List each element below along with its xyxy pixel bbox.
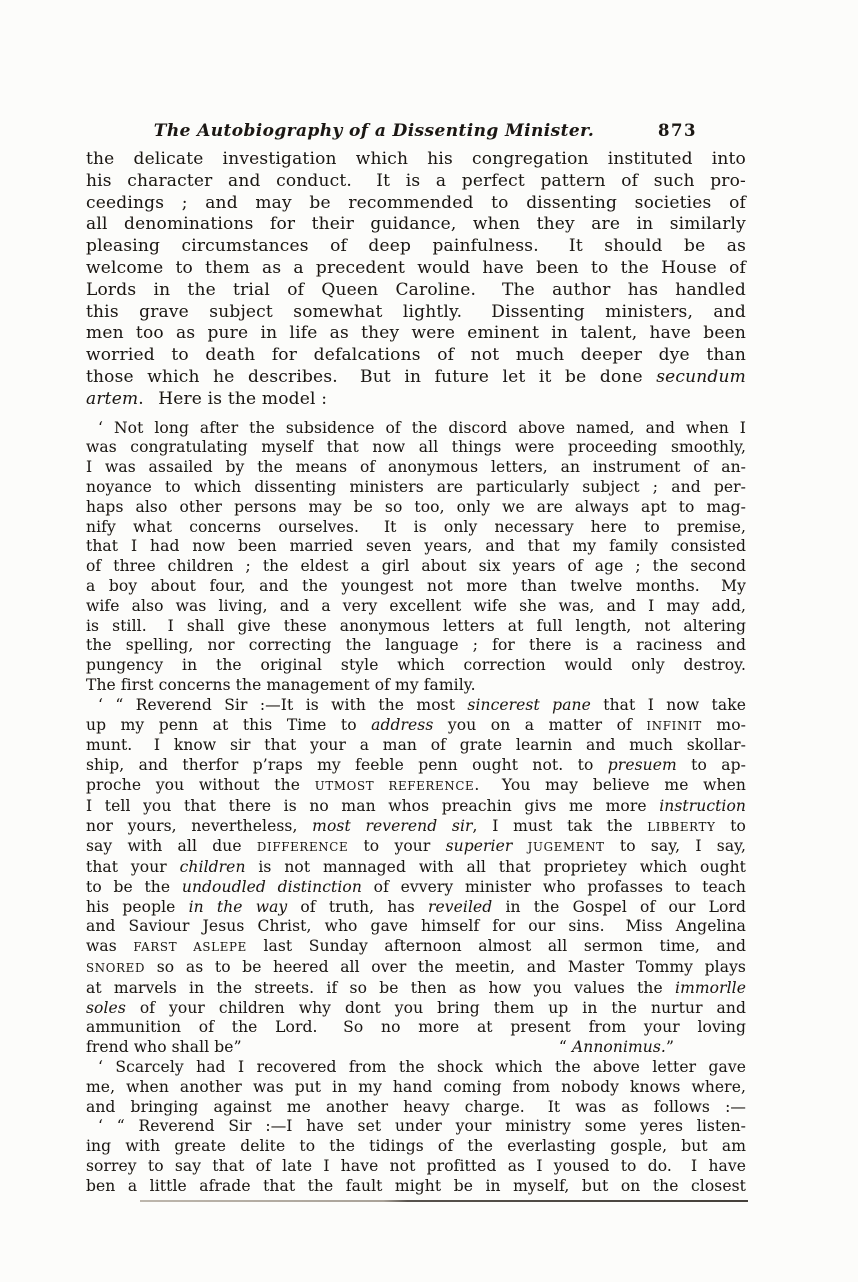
- italic-text: in the way: [188, 897, 288, 916]
- small-caps-text: LIBBERTY: [647, 819, 716, 834]
- page-header: [86, 121, 746, 141]
- text-line: SNORED so as to be heered all over the meetin, and Master Tommy plays: [86, 958, 746, 977]
- italic-text: sincerest pane: [467, 695, 591, 714]
- small-caps-text: JUGEMENT: [527, 840, 605, 855]
- text-line: I was assailed by the means of anonymous letters, an instrument of an-: [86, 458, 746, 477]
- small-caps-text: FARST ASLEPE: [133, 940, 247, 955]
- second-letter-paragraph: [86, 1117, 746, 1196]
- text-line: ‘ Not long after the subsidence of the discord above named, and when I: [98, 418, 746, 437]
- text-line: me, when another was put in my hand coming from nobody knows where,: [86, 1077, 746, 1096]
- text-line: I tell you that there is no man whos preachin givs me more instruction: [86, 796, 746, 815]
- text-line: his character and conduct. It is a perfect pattern of such pro-: [86, 170, 746, 191]
- text-line: welcome to them as a precedent would have been to the House of: [86, 257, 746, 278]
- text-line: that your children is not mannaged with all that proprietey which ought: [86, 858, 747, 877]
- text-line: and bringing against me another heavy charge. It was as follows :—: [86, 1097, 746, 1116]
- text-line: ceedings ; and may be recommended to dissenting societies of: [86, 192, 746, 213]
- italic-text: undoudled distinction: [181, 877, 362, 896]
- text-line: ammunition of the Lord. So no more at present from your loving: [86, 1018, 746, 1037]
- text-line: was FARST ASLEPE last Sunday afternoon almost all sermon time, and: [86, 937, 746, 956]
- text-line: ‘ “ Reverend Sir :—It is with the most sincerest pane that I now take: [98, 695, 746, 714]
- page-number: 873: [658, 121, 697, 140]
- italic-text: Annonimus.: [571, 1038, 666, 1057]
- text-line: nify what concerns ourselves. It is only necessary here to premise,: [86, 517, 746, 536]
- italic-text: most reverend sir: [312, 816, 473, 835]
- text-line: nor yours, nevertheless, most reverend sir, I must tak the LIBBERTY to: [86, 816, 746, 835]
- text-line: ing with greate delite to the tidings of the everlasting gosple, but am: [86, 1137, 746, 1156]
- opening-paragraph: [86, 149, 746, 411]
- text-line: his people in the way of truth, has reveiled in the Gospel of our Lord: [86, 897, 746, 916]
- text-line: wife also was living, and a very excellent wife she was, and I may add,: [86, 596, 746, 615]
- text-line: ben a little afrade that the fault might be in myself, but on the closest: [86, 1176, 746, 1195]
- text-line: is still. I shall give these anonymous letters at full length, not altering: [86, 616, 746, 635]
- text-line: haps also other persons may be so too, only we are always apt to mag-: [86, 497, 746, 516]
- text-line: The first concerns the management of my family.: [86, 675, 476, 694]
- letter-signature: “ Annonimus.”: [558, 1038, 674, 1057]
- signature-line: [86, 1038, 746, 1058]
- text-line: munt. I know sir that your a man of grate learnin and much skollar-: [86, 736, 746, 755]
- text-line: worried to death for defalcations of not much deeper dye than: [86, 345, 746, 366]
- italic-text: address: [371, 715, 434, 734]
- text-line: Lords in the trial of Queen Caroline. The author has handled: [86, 279, 746, 300]
- italic-text: presuem: [607, 756, 677, 775]
- first-letter-paragraph: [86, 696, 746, 1058]
- text-line: say with all due DIFFERENCE to your superier JUGEMENT to say, I say,: [86, 837, 746, 856]
- text-line: ‘ Scarcely had I recovered from the shock which the above letter gave: [98, 1058, 746, 1077]
- text-line: pleasing circumstances of deep painfulness. It should be as: [86, 236, 746, 257]
- text-line: artem. Here is the model :: [86, 388, 328, 409]
- text-line: sorrey to say that of late I have not profitted as I yoused to do. I have: [86, 1157, 746, 1176]
- bottom-rule: [140, 1200, 748, 1202]
- running-title: The Autobiography of a Dissenting Minister.: [153, 121, 595, 141]
- text-line: to be the undoudled distinction of evvery minister who profasses to teach: [86, 877, 746, 896]
- text-line: at marvels in the streets. if so be then as how you values the immorlle: [86, 978, 746, 997]
- letter-closing: frend who shall be”: [86, 1038, 242, 1057]
- text-line: proche you without the UTMOST REFERENCE. You may believe me when: [86, 775, 746, 794]
- text-line: the spelling, nor correcting the language ; for there is a raciness and: [86, 636, 746, 655]
- text-line: and Saviour Jesus Christ, who gave himself for our sins. Miss Angelina: [86, 917, 746, 936]
- text-line: men too as pure in life as they were eminent in talent, have been: [86, 323, 746, 344]
- text-block: [86, 149, 746, 1197]
- text-line: of three children ; the eldest a girl about six years of age ; the second: [86, 557, 746, 576]
- text-line: pungency in the original style which correction would only destroy.: [86, 656, 746, 675]
- text-line: ship, and therfor p’raps my feeble penn ought not. to presuem to ap-: [86, 756, 746, 775]
- interlude-paragraph: [86, 1058, 746, 1117]
- text-line: ‘ “ Reverend Sir :—I have set under your ministry some yeres listen-: [98, 1117, 746, 1136]
- text-line: all denominations for their guidance, when they are in similarly: [86, 214, 746, 235]
- italic-text: superier: [445, 837, 513, 856]
- small-caps-text: DIFFERENCE: [256, 840, 349, 855]
- italic-text: immorlle: [675, 978, 746, 997]
- text-line: was congratulating myself that now all things were proceeding smoothly,: [86, 438, 746, 457]
- text-line: the delicate investigation which his congregation instituted into: [86, 149, 746, 169]
- italic-text: secundum: [656, 366, 746, 387]
- italic-text: reveiled: [427, 897, 493, 916]
- text-line: noyance to which dissenting ministers are particularly subject ; and per-: [86, 477, 746, 496]
- text-line: this grave subject somewhat lightly. Dissenting ministers, and: [86, 301, 746, 322]
- small-caps-text: INFINIT: [646, 718, 702, 733]
- italic-text: instruction: [659, 796, 746, 815]
- small-caps-text: UTMOST REFERENCE: [314, 778, 475, 793]
- text-line: a boy about four, and the youngest not more than twelve months. My: [86, 576, 746, 595]
- text-line: that I had now been married seven years, and that my family consisted: [86, 537, 746, 556]
- italic-text: children: [179, 858, 246, 877]
- text-line: up my penn at this Time to address you on a matter of INFINIT mo-: [86, 715, 746, 734]
- small-caps-text: SNORED: [86, 961, 146, 976]
- text-line: soles of your children why dont you bring them up in the nurtur and: [86, 998, 746, 1017]
- text-line: those which he describes. But in future let it be done secundum: [86, 366, 746, 387]
- letter-intro-paragraph: [86, 419, 746, 696]
- italic-text: artem: [86, 388, 139, 409]
- italic-text: soles: [86, 998, 126, 1017]
